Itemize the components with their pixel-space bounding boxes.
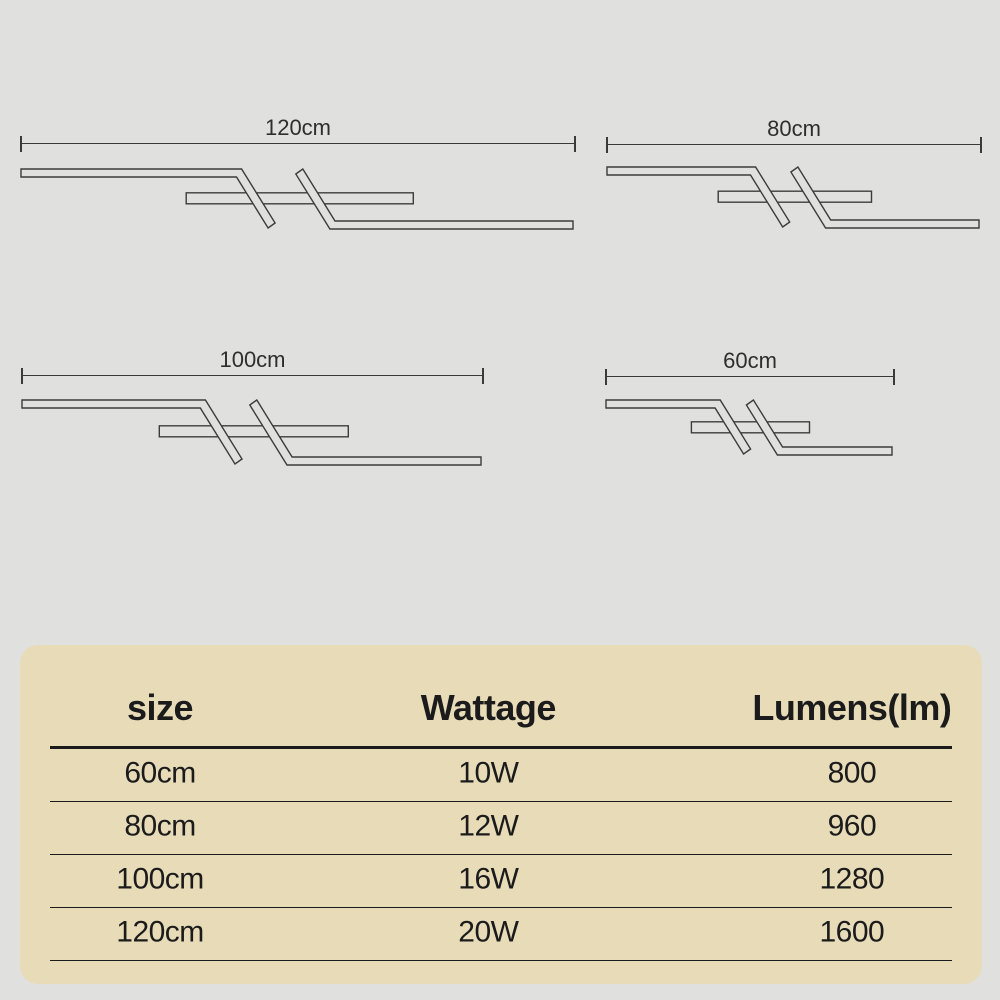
cell-size: 100cm (116, 862, 204, 896)
lamp-line-drawing (20, 168, 574, 230)
cell-lumens: 1600 (819, 915, 885, 949)
lamp-line-drawing (605, 399, 893, 456)
col-header-wattage: Wattage (420, 687, 556, 728)
col-header-size: size (127, 687, 194, 728)
lamp-line-drawing (606, 166, 980, 229)
spec-table (20, 645, 982, 984)
size-diagram-120cm (20, 115, 576, 230)
table-row (50, 746, 952, 801)
dimension-label: 100cm (219, 347, 286, 372)
dimension-label: 60cm (723, 348, 777, 373)
cell-lumens: 960 (827, 809, 877, 843)
cell-lumens: 800 (827, 756, 877, 790)
dimension-label: 80cm (767, 116, 821, 141)
dimension-line (20, 143, 576, 144)
dimension-line (606, 144, 982, 145)
spec-table-header (50, 645, 952, 746)
cell-size: 120cm (116, 915, 204, 949)
cell-size: 80cm (124, 809, 196, 843)
table-bottom-rule (50, 960, 952, 961)
lamp-line-drawing (21, 399, 482, 466)
cell-size: 60cm (124, 756, 196, 790)
dimension-label: 120cm (264, 115, 332, 140)
cell-wattage: 20W (458, 915, 519, 949)
dimension-line (21, 375, 484, 376)
cell-wattage: 10W (458, 756, 519, 790)
size-diagram-80cm (606, 116, 982, 229)
cell-lumens: 1280 (819, 862, 885, 896)
table-row (50, 854, 952, 907)
dimension-line (605, 376, 895, 377)
col-header-lumens: Lumens(lm) (752, 687, 952, 728)
table-row (50, 801, 952, 854)
size-diagram-60cm (605, 348, 895, 456)
cell-wattage: 12W (458, 809, 519, 843)
table-row (50, 907, 952, 960)
size-diagram-100cm (21, 347, 484, 466)
cell-wattage: 16W (458, 862, 519, 896)
